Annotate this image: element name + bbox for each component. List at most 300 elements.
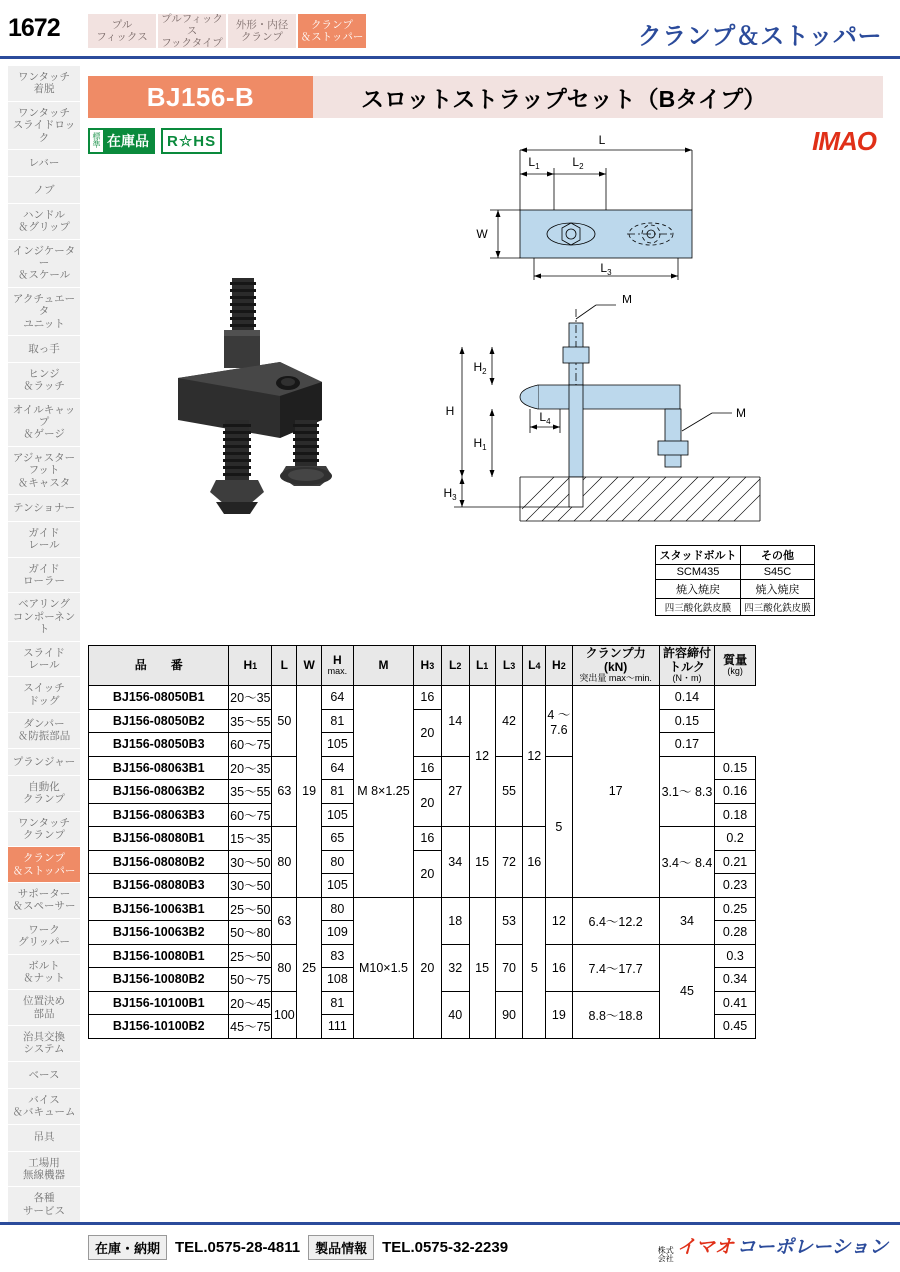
spec-cell-h3: 20	[413, 850, 441, 897]
spec-cell-l3: 42	[495, 686, 523, 757]
spec-cell-h: 111	[321, 1015, 353, 1039]
spec-cell-mass: 0.21	[715, 850, 756, 874]
spec-header-main: L1	[475, 657, 489, 672]
spec-cell-l2: 27	[441, 756, 469, 827]
sidebar-item-label: 工場用	[28, 1156, 60, 1169]
sidebar-item-0[interactable]	[8, 66, 80, 102]
sidebar-item-8[interactable]	[8, 363, 80, 399]
spec-cell-torque: 17	[572, 686, 659, 898]
spec-cell-l2: 18	[441, 897, 469, 944]
sidebar-item-label: ＆キャスタ	[17, 476, 71, 489]
material-table-row	[656, 565, 815, 580]
sidebar-item-label: ＆バキューム	[12, 1106, 76, 1119]
stock-badge-main: 在庫品	[103, 130, 153, 152]
sidebar-item-label: 位置決め	[23, 995, 65, 1008]
spec-cell-l: 100	[272, 991, 297, 1038]
sidebar-item-label: ＆グリップ	[17, 221, 71, 234]
sidebar-item-label: クランプ	[23, 852, 65, 865]
spec-header-main: クランプ力(kN)	[585, 646, 646, 674]
spec-header-main: H1	[243, 657, 258, 672]
svg-text:H: H	[445, 404, 455, 418]
sidebar-item-label: ローラー	[23, 575, 65, 587]
product-name: スロットストラップセット（Bタイプ）	[313, 76, 883, 118]
sidebar-item-label: 取っ手	[28, 342, 60, 355]
spec-cell-h1: 50～75	[229, 968, 272, 992]
sidebar-item-label: スライド	[23, 646, 65, 659]
sidebar-item-10[interactable]	[8, 447, 80, 495]
spec-header-cell-13	[659, 646, 714, 686]
sidebar-item-17[interactable]	[8, 713, 80, 749]
spec-cell-mass: 0.2	[715, 827, 756, 851]
stock-badge	[88, 128, 155, 154]
spec-cell-h2: 19	[546, 991, 572, 1038]
sidebar-item-4[interactable]	[8, 204, 80, 240]
sidebar-item-label: サポーター	[17, 888, 71, 900]
spec-cell-code: BJ156-08050B1	[89, 686, 229, 710]
top-tab-line1: プルフィックス	[161, 12, 223, 37]
spec-cell-mass: 0.16	[715, 780, 756, 804]
spec-cell-code: BJ156-10080B2	[89, 968, 229, 992]
spec-cell-code: BJ156-08080B2	[89, 850, 229, 874]
spec-cell-h1: 30～50	[229, 850, 272, 874]
spec-table	[88, 645, 756, 1039]
sidebar-item-label: ワンタッチ	[17, 106, 71, 119]
sidebar-item-25[interactable]	[8, 990, 80, 1026]
footer-company-prefix: 株式 会社	[657, 1245, 674, 1263]
material-cell: 焼入焼戻	[740, 580, 814, 599]
sidebar-item-label: ガイド	[28, 526, 60, 539]
spec-cell-w: 19	[297, 686, 321, 898]
footer-product-tel: TEL.0575-32-2239	[382, 1238, 509, 1256]
sidebar-item-label: ノブ	[33, 183, 55, 196]
side-view-drawing	[430, 295, 860, 535]
material-header-stud: スタッドボルト	[656, 546, 741, 565]
spec-cell-code: BJ156-10063B1	[89, 897, 229, 921]
sidebar-item-label: クランプ	[23, 828, 65, 841]
material-header-other: その他	[740, 546, 814, 565]
spec-cell-force: 6.4～12.2	[572, 897, 659, 944]
sidebar-item-31[interactable]	[8, 1187, 80, 1223]
sidebar-item-label: ＆スペーサー	[12, 900, 76, 913]
svg-text:H3: $H_3$	[443, 486, 457, 502]
sidebar-item-label: アクチュエータ	[12, 292, 76, 318]
sidebar-item-label: ワーク	[28, 923, 60, 936]
sidebar-item-label: ベース	[28, 1068, 60, 1081]
spec-cell-h1: 50～80	[229, 921, 272, 945]
spec-header-cell-10	[523, 646, 546, 686]
spec-cell-h2: 12	[546, 897, 572, 944]
spec-header-sub: max.	[327, 666, 348, 677]
page-number: 1672	[8, 14, 60, 42]
spec-cell-h1: 35～55	[229, 709, 272, 733]
sidebar-item-label: 部品	[33, 1007, 55, 1020]
spec-cell-h: 109	[321, 921, 353, 945]
sidebar-item-label: ユニット	[23, 317, 65, 330]
product-code: BJ156-B	[88, 76, 313, 118]
sidebar-item-6[interactable]	[8, 288, 80, 336]
spec-cell-h1: 35～55	[229, 780, 272, 804]
sidebar-item-24[interactable]	[8, 955, 80, 991]
spec-header-cell-9	[495, 646, 523, 686]
footer	[88, 1232, 888, 1262]
spec-cell-h: 81	[321, 780, 353, 804]
top-tab-line1: 外形・内径	[235, 18, 289, 31]
spec-cell-h: 81	[321, 991, 353, 1015]
spec-cell-h1: 60～75	[229, 733, 272, 757]
category-title: クランプ＆ストッパー	[637, 23, 882, 50]
spec-header-cell-3	[297, 646, 321, 686]
sidebar-item-12[interactable]	[8, 522, 80, 558]
spec-cell-l1: 12	[469, 686, 495, 827]
spec-cell-code: BJ156-08050B3	[89, 733, 229, 757]
spec-cell-code: BJ156-08080B3	[89, 874, 229, 898]
spec-cell-code: BJ156-08050B2	[89, 709, 229, 733]
spec-cell-code: BJ156-10100B1	[89, 991, 229, 1015]
spec-header-main: H2	[552, 657, 566, 672]
spec-cell-code: BJ156-10100B2	[89, 1015, 229, 1039]
top-tab-line2: クランプ	[241, 31, 283, 43]
spec-cell-h1: 25～50	[229, 897, 272, 921]
svg-text:M: M	[622, 295, 632, 306]
spec-cell-l: 63	[272, 897, 297, 944]
sidebar-item-label: クランプ	[23, 793, 65, 806]
spec-header-main: L4	[528, 657, 541, 672]
spec-header-cell-4	[321, 646, 353, 686]
spec-header-row	[89, 646, 756, 686]
sidebar-item-label: オイルキャップ	[12, 403, 76, 428]
spec-cell-torque: 45	[659, 944, 714, 1038]
spec-header-sub: 突出量 max～min.	[579, 672, 652, 683]
sidebar-item-16[interactable]	[8, 677, 80, 713]
top-tab-clamp-stopper[interactable]	[298, 14, 366, 48]
spec-header-main: H	[333, 652, 342, 667]
spec-cell-h: 64	[321, 686, 353, 710]
material-cell: 四三酸化鉄皮膜	[740, 599, 814, 616]
spec-cell-h1: 30～50	[229, 874, 272, 898]
rohs-badge: R☆HS	[161, 128, 222, 154]
sidebar-item-label: 着脱	[33, 83, 55, 96]
spec-cell-h: 80	[321, 850, 353, 874]
sidebar-item-label: スイッチ	[23, 682, 65, 695]
stock-badge-small: 標 準	[90, 130, 103, 152]
spec-cell-l: 50	[272, 686, 297, 757]
spec-cell-l: 80	[272, 944, 297, 991]
material-table-row	[656, 580, 815, 599]
spec-cell-l4: 5	[523, 897, 546, 1038]
spec-cell-code: BJ156-08080B1	[89, 827, 229, 851]
spec-cell-l: 63	[272, 756, 297, 827]
material-cell: S45C	[740, 565, 814, 580]
sidebar-item-label: システム	[23, 1043, 65, 1056]
spec-header-main: L2	[449, 657, 462, 672]
spec-cell-mass: 0.14	[659, 686, 714, 710]
spec-cell-h3: 20	[413, 897, 441, 1038]
sidebar-item-label: ＆ゲージ	[23, 428, 65, 441]
footer-divider	[0, 1222, 900, 1225]
spec-cell-mass: 0.45	[715, 1015, 756, 1039]
spec-header-cell-7	[441, 646, 469, 686]
spec-cell-h: 80	[321, 897, 353, 921]
spec-cell-mass: 0.15	[659, 709, 714, 733]
spec-cell-mass: 0.34	[715, 968, 756, 992]
material-table-row	[656, 599, 815, 616]
spec-body	[89, 686, 756, 1039]
top-tab-line1: クランプ	[311, 18, 353, 31]
sidebar-item-label: レバー	[28, 156, 60, 169]
spec-cell-h3: 16	[413, 686, 441, 710]
spec-cell-h3: 16	[413, 827, 441, 851]
sidebar-item-label: グリッパー	[17, 936, 71, 949]
sidebar-item-label: ダンパー	[23, 718, 65, 730]
sidebar-item-13[interactable]	[8, 558, 80, 594]
sidebar-item-label: ＆ナット	[23, 971, 65, 984]
spec-cell-code: BJ156-08063B3	[89, 803, 229, 827]
spec-cell-m: M 8×1.25	[354, 686, 414, 898]
spec-cell-l2: 34	[441, 827, 469, 898]
sidebar-item-label: テンショナー	[12, 501, 75, 514]
sidebar-item-label: インジケーター	[12, 244, 76, 269]
sidebar-item-29[interactable]	[8, 1125, 80, 1152]
spec-cell-w: 25	[297, 897, 321, 1038]
spec-cell-h: 64	[321, 756, 353, 780]
spec-header-main: L	[280, 657, 289, 672]
spec-header-main: H3	[420, 657, 435, 672]
spec-header-cell-0	[89, 646, 229, 686]
footer-stock-label: 在庫・納期	[88, 1235, 167, 1260]
spec-cell-mass: 0.41	[715, 991, 756, 1015]
product-photo	[150, 270, 400, 550]
spec-header-main: 品 番	[134, 657, 183, 672]
svg-text:W: W	[476, 227, 488, 241]
spec-cell-torque: 34	[659, 897, 714, 944]
spec-header-cell-14	[715, 646, 756, 686]
spec-cell-l4: 5	[546, 756, 572, 897]
spec-cell-h1: 20～35	[229, 686, 272, 710]
spec-cell-h3: 20	[413, 709, 441, 756]
spec-cell-force: 7.4～17.7	[572, 944, 659, 991]
spec-cell-h2: 16	[523, 827, 546, 898]
sidebar-item-label: 治具交換	[23, 1031, 65, 1043]
sidebar-item-label: フット	[28, 464, 60, 477]
footer-company-blue: コーポレーション	[736, 1236, 888, 1258]
sidebar-item-26[interactable]	[8, 1026, 80, 1062]
footer-company-red: イマオ	[676, 1236, 734, 1258]
sidebar-item-9[interactable]	[8, 399, 80, 447]
top-tab-od-id-clamp[interactable]	[228, 14, 296, 48]
spec-cell-h: 83	[321, 944, 353, 968]
spec-cell-l2: 14	[441, 686, 469, 757]
sidebar-item-label: コンポーネント	[12, 610, 76, 636]
sidebar-item-label: 無線機器	[23, 1168, 65, 1181]
sidebar-item-21[interactable]	[8, 847, 80, 883]
top-tab-bar	[88, 14, 366, 48]
material-table-header-row	[656, 546, 815, 565]
spec-cell-h: 105	[321, 874, 353, 898]
top-tab-line2: フックタイプ	[161, 37, 223, 50]
svg-text:L: L	[598, 133, 606, 147]
top-tab-pullfix[interactable]	[88, 14, 156, 48]
sidebar-item-label: 各種	[33, 1192, 55, 1205]
sidebar-item-label: ワンタッチ	[17, 71, 71, 83]
footer-product-label: 製品情報	[308, 1235, 374, 1260]
spec-header-cell-8	[469, 646, 495, 686]
sidebar-item-label: ＆防振部品	[17, 730, 71, 743]
spec-cell-l3: 72	[495, 827, 523, 898]
sidebar-item-14[interactable]	[8, 593, 80, 641]
spec-cell-mass: 0.23	[715, 874, 756, 898]
spec-header-cell-5	[354, 646, 414, 686]
spec-cell-mass: 0.15	[715, 756, 756, 780]
sidebar-item-label: 吊具	[33, 1131, 55, 1144]
sidebar-item-label: ハンドル	[23, 208, 65, 221]
sidebar-item-1[interactable]	[8, 102, 80, 150]
sidebar-item-7[interactable]	[8, 336, 80, 363]
sidebar-item-label: アジャスター	[12, 451, 76, 464]
spec-cell-h1: 60～75	[229, 803, 272, 827]
top-tab-line2: ＆ストッパー	[300, 31, 364, 43]
spec-cell-h: 81	[321, 709, 353, 733]
spec-cell-h2: 12	[523, 686, 546, 827]
sidebar-item-label: ワンタッチ	[17, 816, 71, 829]
spec-header-cell-12	[572, 646, 659, 686]
spec-cell-l2: 40	[441, 991, 469, 1038]
material-cell: SCM435	[656, 565, 741, 580]
spec-cell-l3: 70	[495, 944, 523, 991]
spec-cell-h3: 16	[413, 756, 441, 780]
spec-header-cell-6	[413, 646, 441, 686]
spec-header-main: 質量	[723, 652, 748, 667]
spec-cell-code: BJ156-08063B2	[89, 780, 229, 804]
spec-header-cell-1	[229, 646, 272, 686]
material-cell: 焼入焼戻	[656, 580, 741, 599]
spec-cell-h3: 20	[413, 780, 441, 827]
sidebar-item-28[interactable]	[8, 1089, 80, 1125]
sidebar-item-3[interactable]	[8, 177, 80, 204]
sidebar-item-label: プランジャー	[12, 755, 76, 768]
spec-cell-h: 105	[321, 803, 353, 827]
svg-text:L3: $L_3$	[600, 261, 612, 277]
sidebar-item-label: スライドロック	[12, 119, 76, 144]
spec-cell-mass: 0.28	[715, 921, 756, 945]
spec-cell-force: 3.4～ 8.4	[659, 827, 714, 898]
sidebar-item-label: ベアリング	[18, 598, 70, 611]
spec-cell-code: BJ156-10063B2	[89, 921, 229, 945]
sidebar-item-label: ＆スケール	[17, 269, 71, 282]
spec-cell-l1: 15	[469, 897, 495, 1038]
material-table-body	[656, 565, 815, 616]
spec-cell-mass: 0.17	[659, 733, 714, 757]
header-divider	[0, 56, 900, 59]
spec-cell-l: 80	[272, 827, 297, 898]
sidebar-item-2[interactable]	[8, 150, 80, 177]
sidebar-item-label: ＆ラッチ	[23, 380, 65, 393]
svg-text:H1: $H_1$	[473, 436, 487, 452]
spec-cell-h2: 16	[546, 944, 572, 991]
spec-header-sub: (kg)	[727, 666, 743, 677]
spec-cell-h1: 45～75	[229, 1015, 272, 1039]
spec-cell-force: 4 ～ 7.6	[546, 686, 572, 757]
badge-group	[88, 128, 222, 154]
spec-cell-force: 3.1～ 8.3	[659, 756, 714, 827]
sidebar-item-label: バイス	[28, 1093, 60, 1106]
sidebar-item-5[interactable]	[8, 240, 80, 288]
spec-cell-force: 8.8～18.8	[572, 991, 659, 1038]
table-row[interactable]	[89, 686, 756, 710]
spec-header-cell-2	[272, 646, 297, 686]
spec-cell-l1: 15	[469, 827, 495, 898]
spec-cell-m: M10×1.5	[354, 897, 414, 1038]
spec-cell-h: 108	[321, 968, 353, 992]
sidebar-item-label: レール	[28, 658, 60, 671]
spec-cell-l3: 55	[495, 756, 523, 827]
material-cell: 四三酸化鉄皮膜	[656, 599, 741, 616]
sidebar-item-22[interactable]	[8, 883, 80, 919]
sidebar-item-15[interactable]	[8, 642, 80, 678]
imao-logo: IMAO	[812, 126, 876, 156]
spec-cell-l2: 32	[441, 944, 469, 991]
sidebar-item-20[interactable]	[8, 812, 80, 848]
spec-cell-mass: 0.18	[715, 803, 756, 827]
sidebar-item-label: ドッグ	[28, 694, 60, 707]
footer-company-logo	[658, 1232, 888, 1263]
spec-cell-h1: 20～45	[229, 991, 272, 1015]
sidebar-item-18[interactable]	[8, 749, 80, 776]
sidebar-item-label: ガイド	[28, 562, 60, 575]
spec-cell-h: 105	[321, 733, 353, 757]
top-view-drawing	[430, 128, 860, 288]
svg-text:H2: $H_2$	[473, 360, 487, 376]
sidebar-item-19[interactable]	[8, 776, 80, 812]
spec-cell-code: BJ156-10080B1	[89, 944, 229, 968]
spec-cell-mass: 0.25	[715, 897, 756, 921]
spec-cell-code: BJ156-08063B1	[89, 756, 229, 780]
table-row[interactable]	[89, 897, 756, 921]
spec-header-cell-11	[546, 646, 572, 686]
spec-cell-l3: 90	[495, 991, 523, 1038]
svg-text:M: M	[736, 406, 746, 420]
top-tab-pullfix-hook[interactable]	[158, 14, 226, 48]
sidebar-item-27[interactable]	[8, 1062, 80, 1089]
footer-stock-tel: TEL.0575-28-4811	[175, 1238, 301, 1256]
spec-header-sub: (N・m)	[672, 672, 702, 683]
spec-cell-h1: 15～35	[229, 827, 272, 851]
spec-cell-h1: 25～50	[229, 944, 272, 968]
top-tab-line2: フィックス	[96, 31, 148, 43]
spec-cell-l3: 53	[495, 897, 523, 944]
spec-header-main: 許容締付トルク	[662, 646, 711, 674]
svg-text:L4: $L_4$	[539, 410, 551, 426]
spec-cell-h: 65	[321, 827, 353, 851]
sidebar-item-label: レール	[28, 539, 60, 552]
top-tab-line1: プル	[111, 18, 133, 31]
spec-header-main: L3	[502, 657, 516, 672]
sidebar-item-label: ボルト	[28, 959, 60, 972]
svg-text:L2: $L_2$	[572, 155, 584, 171]
sidebar-item-30[interactable]	[8, 1152, 80, 1188]
spec-header-main: M	[378, 657, 389, 672]
spec-cell-h1: 20～35	[229, 756, 272, 780]
svg-text:L1: $L_1$	[528, 155, 540, 171]
sidebar	[8, 66, 80, 1223]
material-table	[655, 545, 815, 616]
spec-header-main: W	[303, 657, 315, 672]
sidebar-item-label: サービス	[23, 1204, 65, 1217]
sidebar-item-23[interactable]	[8, 919, 80, 955]
sidebar-item-label: ヒンジ	[28, 367, 60, 380]
sidebar-item-11[interactable]	[8, 495, 80, 522]
sidebar-item-label: ＆ストッパー	[12, 864, 76, 877]
spec-cell-mass: 0.3	[715, 944, 756, 968]
